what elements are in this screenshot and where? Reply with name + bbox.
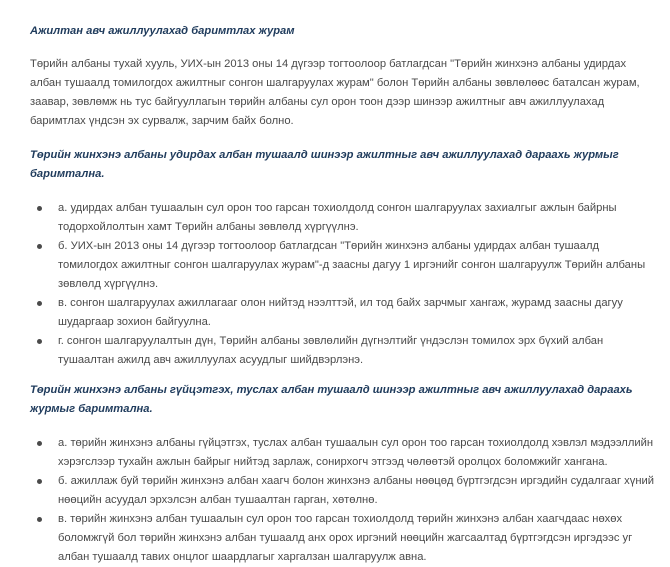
section-1-heading: Ажилтан авч ажиллуулахад баримтлах журам	[30, 25, 295, 37]
bullet-icon	[37, 206, 42, 211]
section-3-heading: Төрийн жинхэнэ албаны гүйцэтгэх, туслах албан тушаалд шинээр ажилтныг авч ажиллуулахад дараахь журмыг баримтална.	[30, 384, 633, 415]
list-item-text: в. төрийн жинхэнэ албан тушаалын сул орон тоо гарсан тохиолдолд төрийн жинхэнэ албан хаагчдаас нөхөх боломжгүй бол төрийн жинхэнэ албан тушаалд анх орох иргэний нөөцийн жагсаалтад бүртгэгдсэн иргэдээс уг албан тушаалд тавих онцлог шаардлагыг харгалзан шалгаруулж авна.	[58, 513, 633, 563]
bullet-icon	[37, 479, 42, 484]
list-item	[30, 332, 660, 370]
list-item	[30, 294, 660, 332]
list-item-text: а. удирдах албан тушаалын сул орон тоо гарсан тохиолдолд сонгон шалгаруулах захиалгыг ажлын байрны тодорхойлолтын хамт Төрийн албаны зөвлөлд хүргүүлнэ.	[58, 202, 617, 233]
list-item-text: б. УИХ-ын 2013 оны 14 дүгээр тогтоолоор батлагдсан "Төрийн жинхэнэ албаны удирдах албан тушаалд томилогдох ажилтныг сонгон шалгаруулах журам"-д заасны дагуу 1 иргэнийг сонгон шалгаруулж Төрийн албаны зөвлөлд хүргүүлнэ.	[58, 240, 646, 290]
list-item-text: а. төрийн жинхэнэ албаны гүйцэтгэх, туслах албан тушаалын сул орон тоо гарсан тохиолдолд хэвлэл мэдээллийн хэрэгслээр тухайн ажлын байрыг нийтэд зарлаж, сонирхогч этгээд чөлөөтэй оролцох боломжийг хангана.	[58, 437, 654, 468]
bullet-icon	[37, 441, 42, 446]
list-item-text: г. сонгон шалгаруулалтын дүн, Төрийн албаны зөвлөлийн дүгнэлтийг үндэслэн томилох эрх бүхий албан тушаалтан ажилд авч ажиллуулах асуудлыг шийдвэрлэнэ.	[58, 335, 604, 366]
list-item	[30, 472, 660, 510]
list-item	[30, 237, 660, 294]
bullet-icon	[37, 301, 42, 306]
bullet-icon	[37, 339, 42, 344]
list-item	[30, 510, 660, 567]
bullet-icon	[37, 244, 42, 249]
list-item	[30, 199, 660, 237]
list-item-text: б. ажиллаж буй төрийн жинхэнэ албан хаагч болон жинхэнэ албаны нөөцөд бүртгэгдсэн иргэдийн судалгааг хүний нөөцийн асуудал эрхэлсэн албан тушаалтан гарган, хөтөлнө.	[58, 475, 655, 506]
bullet-icon	[37, 517, 42, 522]
section-1-paragraph: Төрийн албаны тухай хууль, УИХ-ын 2013 оны 14 дүгээр тогтоолоор батлагдсан "Төрийн жинхэнэ албаны удирдах албан тушаалд томилогдох ажилтныг сонгон шалгаруулах журам" болон Төрийн албаны зөвлөлөөс баталсан журам, заавар, зөвлөмж нь тус байгууллагын төрийн албаны сул орон тоон дээр шинээр ажилтныг авч ажиллуулахад баримтлах үндсэн эх сурвалж, зарчим байх болно.	[30, 58, 640, 127]
list-item	[30, 434, 660, 472]
document-content	[30, 22, 660, 567]
section-3-list	[30, 434, 660, 567]
section-2-list	[30, 199, 660, 370]
section-2-heading: Төрийн жинхэнэ албаны удирдах албан тушаалд шинээр ажилтныг авч ажиллуулахад дараахь журмыг баримтална.	[30, 149, 619, 180]
list-item-text: в. сонгон шалгаруулах ажиллагааг олон нийтэд нээлттэй, ил тод байх зарчмыг хангаж, журамд заасны дагуу шударгаар зохион байгуулна.	[58, 297, 623, 328]
